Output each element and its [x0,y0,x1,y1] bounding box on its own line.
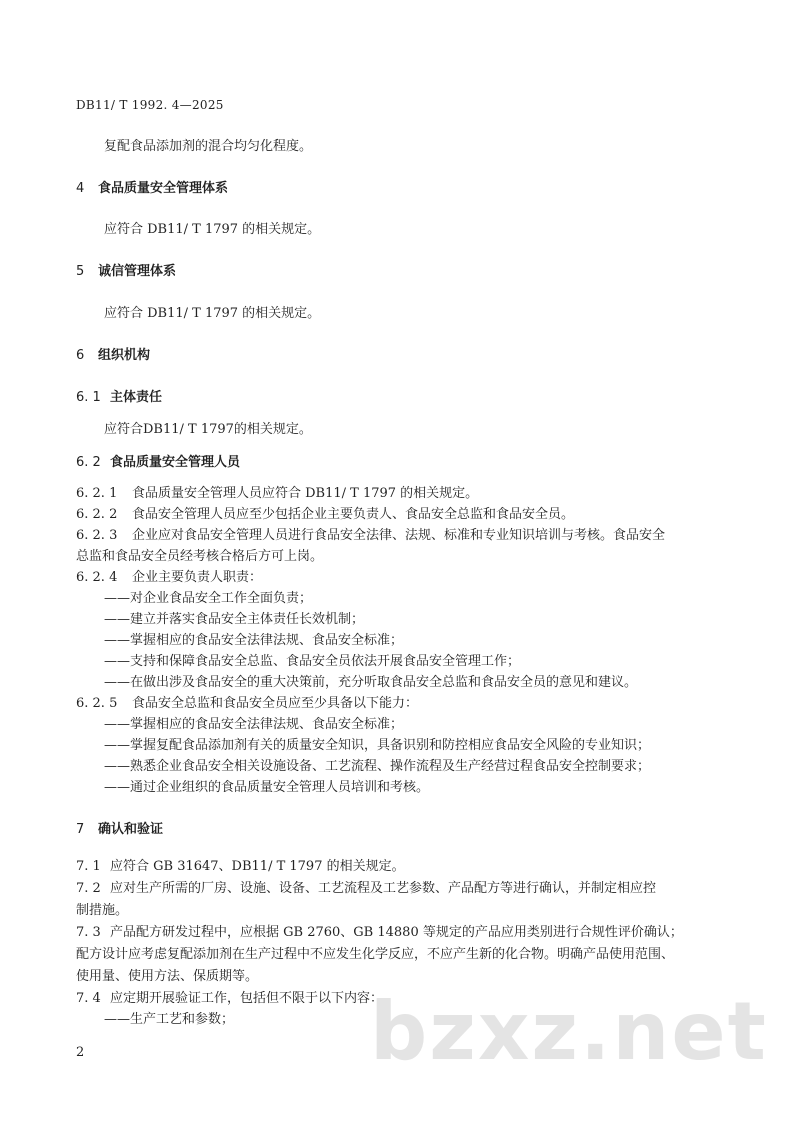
clause-6-2-4 [76,570,262,586]
clause-6-2-3-continued: 总监和食品安全员经考核合格后方可上岗。 [76,549,324,564]
clause-text: 企业应对食品安全管理人员进行食品安全法律、法规、标准和专业知识培训与考核。食品安全 [132,528,666,543]
section-6-2-heading [76,455,240,471]
clause-number: 6. 2. 5 [76,696,118,711]
clause-number: 7. 4 [76,991,101,1006]
section-7-heading [76,822,163,838]
clause-text: 食品质量安全管理人员应符合 DB11/ T 1797 的相关规定。 [132,486,479,501]
section-title: 食品质量安全管理人员 [110,455,241,470]
clause-6-2-3 [76,528,665,544]
clause-7-2 [76,881,656,897]
clause-6-2-2 [76,507,574,523]
clause-number: 7. 2 [76,881,101,896]
section-4-text: 应符合 DB11/ T 1797 的相关规定。 [104,222,321,237]
clause-7-2-continued: 制措施。 [76,903,129,918]
section-number: 5 [76,264,85,279]
clause-number: 6. 2. 1 [76,486,118,501]
section-number: 6 [76,348,85,363]
clause-7-3-continued: 配方设计应考虑复配添加剂在生产过程中不应发生化学反应，不应产生新的化合物。明确产品使用范围、 [76,947,675,962]
clause-text: 企业主要负责人职责： [132,570,263,585]
list-item: ——通过企业组织的食品质量安全管理人员培训和考核。 [104,780,430,795]
page-number: 2 [76,1045,85,1060]
list-item: ——掌握复配食品添加剂有关的质量安全知识，具备识别和防控相应食品安全风险的专业知识； [104,738,651,753]
clause-text: 产品配方研发过程中，应根据 GB 2760、GB 14880 等规定的产品应用类别进行合规性评价确认； [110,925,683,940]
watermark: bzxz.net [370,985,768,1078]
section-number: 6. 2 [76,455,101,470]
list-item: ——生产工艺和参数； [104,1012,235,1027]
section-5-text: 应符合 DB11/ T 1797 的相关规定。 [104,306,321,321]
section-title: 确认和验证 [98,822,164,837]
clause-text: 食品安全管理人员应至少包括企业主要负责人、食品安全总监和食品安全员。 [132,507,575,522]
clause-6-2-1 [76,486,478,502]
document-code-header: DB11/ T 1992. 4—2025 [76,98,224,112]
clause-text: 应对生产所需的厂房、设施、设备、工艺流程及工艺参数、产品配方等进行确认，并制定相应控 [110,881,657,896]
clause-7-3-continued: 使用量、使用方法、保质期等。 [76,969,259,984]
section-title: 诚信管理体系 [98,264,177,279]
list-item: ——熟悉企业食品安全相关设施设备、工艺流程、操作流程及生产经营过程食品安全控制要求； [104,759,651,774]
clause-text: 食品安全总监和食品安全员应至少具备以下能力： [132,696,419,711]
section-number: 7 [76,822,85,837]
list-item: ——掌握相应的食品安全法律法规、食品安全标准； [104,717,404,732]
section-number: 6. 1 [76,390,101,405]
section-5-heading [76,264,176,280]
clause-number: 7. 1 [76,859,101,874]
section-title: 组织机构 [98,348,151,363]
clause-text: 应定期开展验证工作，包括但不限于以下内容： [110,991,384,1006]
section-6-1-text: 应符合DB11/ T 1797的相关规定。 [104,422,312,437]
clause-text: 应符合 GB 31647、DB11/ T 1797 的相关规定。 [110,859,405,874]
list-item: ——对企业食品安全工作全面负责； [104,591,313,606]
clause-number: 7. 3 [76,925,101,940]
section-title: 主体责任 [110,390,163,405]
intro-paragraph: 复配食品添加剂的混合均匀化程度。 [104,139,313,154]
section-number: 4 [76,181,85,196]
clause-number: 6. 2. 3 [76,528,118,543]
clause-6-2-5 [76,696,418,712]
clause-number: 6. 2. 4 [76,570,118,585]
list-item: ——在做出涉及食品安全的重大决策前，充分听取食品安全总监和食品安全员的意见和建议。 [104,675,638,690]
section-6-heading [76,348,150,364]
section-4-heading [76,181,228,197]
clause-7-3 [76,925,683,941]
section-title: 食品质量安全管理体系 [98,181,229,196]
clause-7-1 [76,859,405,875]
clause-7-4 [76,991,383,1007]
list-item: ——建立并落实食品安全主体责任长效机制； [104,612,365,627]
list-item: ——掌握相应的食品安全法律法规、食品安全标准； [104,633,404,648]
section-6-1-heading [76,390,162,406]
clause-number: 6. 2. 2 [76,507,118,522]
list-item: ——支持和保障食品安全总监、食品安全员依法开展食品安全管理工作； [104,654,521,669]
